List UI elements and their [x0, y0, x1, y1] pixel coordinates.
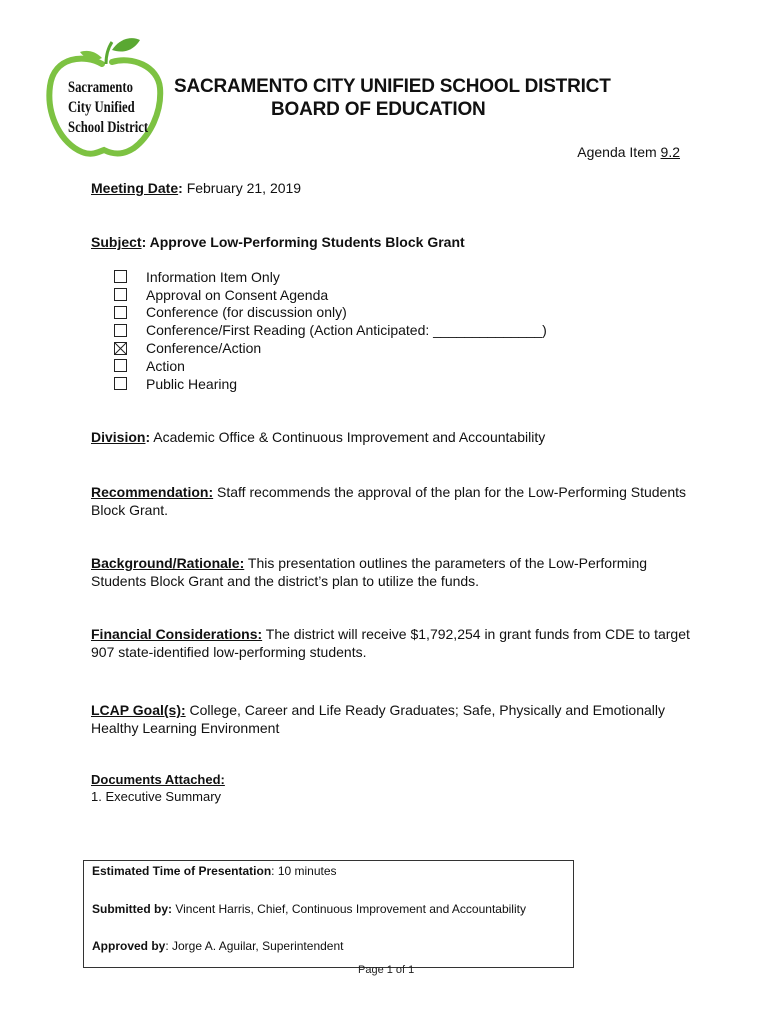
approved-by-label: Approved by [92, 939, 166, 953]
recommendation-label: Recommendation: [91, 484, 214, 500]
page-number: Page 1 of 1 [358, 964, 415, 976]
checklist-label: Approval on Consent Agenda [146, 286, 329, 303]
agenda-item [577, 144, 680, 160]
logo-line-3: School District [68, 119, 149, 136]
checklist-label: Conference/Action [146, 340, 262, 357]
checkbox[interactable] [114, 359, 127, 372]
recommendation [91, 483, 691, 519]
division: Division: Academic Office & Continuous Improvement and Accountability [91, 429, 546, 445]
checked-x-icon [115, 343, 126, 354]
checklist-item [114, 286, 547, 304]
checkbox[interactable] [114, 377, 127, 390]
estimated-time-value: : 10 minutes [271, 864, 337, 878]
meeting-date-value: February 21, 2019 [186, 180, 302, 196]
checkbox[interactable] [114, 342, 127, 355]
checklist-item [114, 375, 547, 393]
checklist-label: Conference/First Reading (Action Anticipated: ______________) [146, 322, 547, 339]
agenda-number: 9.2 [660, 144, 680, 160]
checklist-item [114, 357, 547, 375]
subject: Subject: Approve Low-Performing Students Block Grant [91, 234, 465, 250]
lcap-label: LCAP Goal(s): [91, 702, 186, 718]
lcap-value: College, Career and Life Ready Graduates; Safe, Physically and Emotionally Healthy Learning Environment [91, 702, 666, 736]
approved-by-value: : Jorge A. Aguilar, Superintendent [165, 939, 344, 953]
subject-label: Subject [91, 234, 142, 250]
agenda-label: Agenda Item [577, 144, 657, 160]
checkbox[interactable] [114, 306, 127, 319]
documents-attached-heading: Documents Attached: [91, 772, 225, 787]
submitted-by-label: Submitted by: [92, 902, 172, 916]
background-rationale [91, 554, 691, 590]
background-label: Background/Rationale: [91, 555, 245, 571]
district-title: SACRAMENTO CITY UNIFIED SCHOOL DISTRICT [174, 76, 611, 97]
checklist-item [114, 339, 547, 357]
lcap-goals [91, 701, 691, 737]
estimated-time-label: Estimated Time of Presentation [92, 864, 272, 878]
checklist-label: Conference (for discussion only) [146, 304, 347, 321]
division-label: Division [91, 429, 146, 445]
checklist-label: Action [146, 357, 185, 374]
estimated-time [92, 864, 337, 878]
checkbox[interactable] [114, 324, 127, 337]
checklist-label: Public Hearing [146, 375, 238, 392]
checklist-item [114, 321, 547, 339]
submitted-by-value: Vincent Harris, Chief, Continuous Improvement and Accountability [175, 902, 526, 916]
meeting-date-label: Meeting Date [91, 180, 179, 196]
financial-label: Financial Considerations: [91, 626, 263, 642]
checkbox[interactable] [114, 288, 127, 301]
checklist-item [114, 268, 547, 286]
board-title: BOARD OF EDUCATION [271, 99, 486, 120]
financial-considerations [91, 625, 691, 661]
checkbox[interactable] [114, 270, 127, 283]
checklist-label: Information Item Only [146, 268, 280, 285]
presentation-info-box [83, 860, 574, 968]
meeting-date: Meeting Date: February 21, 2019 [91, 180, 302, 196]
background-value: This presentation outlines the parameters of the Low-Performing Students Block Grant and the district’s plan to utilize the funds. [91, 555, 648, 589]
financial-value: The district will receive $1,792,254 in grant funds from CDE to target 907 state-identified low-performing students. [91, 626, 690, 660]
subject-value: Approve Low-Performing Students Block Grant [149, 234, 465, 250]
logo-text [68, 78, 150, 138]
document-item: 1. Executive Summary [91, 789, 222, 804]
recommendation-value: Staff recommends the approval of the plan for the Low-Performing Students Block Grant. [91, 484, 687, 518]
division-value: Academic Office & Continuous Improvement and Accountability [153, 429, 546, 445]
approved-by [92, 939, 343, 953]
logo-line-2: City Unified [68, 99, 135, 116]
checklist-item [114, 304, 547, 322]
submitted-by [92, 902, 526, 916]
logo-line-1: Sacramento [68, 79, 133, 96]
leaf-icon [112, 38, 140, 51]
agenda-type-checklist [114, 268, 547, 393]
